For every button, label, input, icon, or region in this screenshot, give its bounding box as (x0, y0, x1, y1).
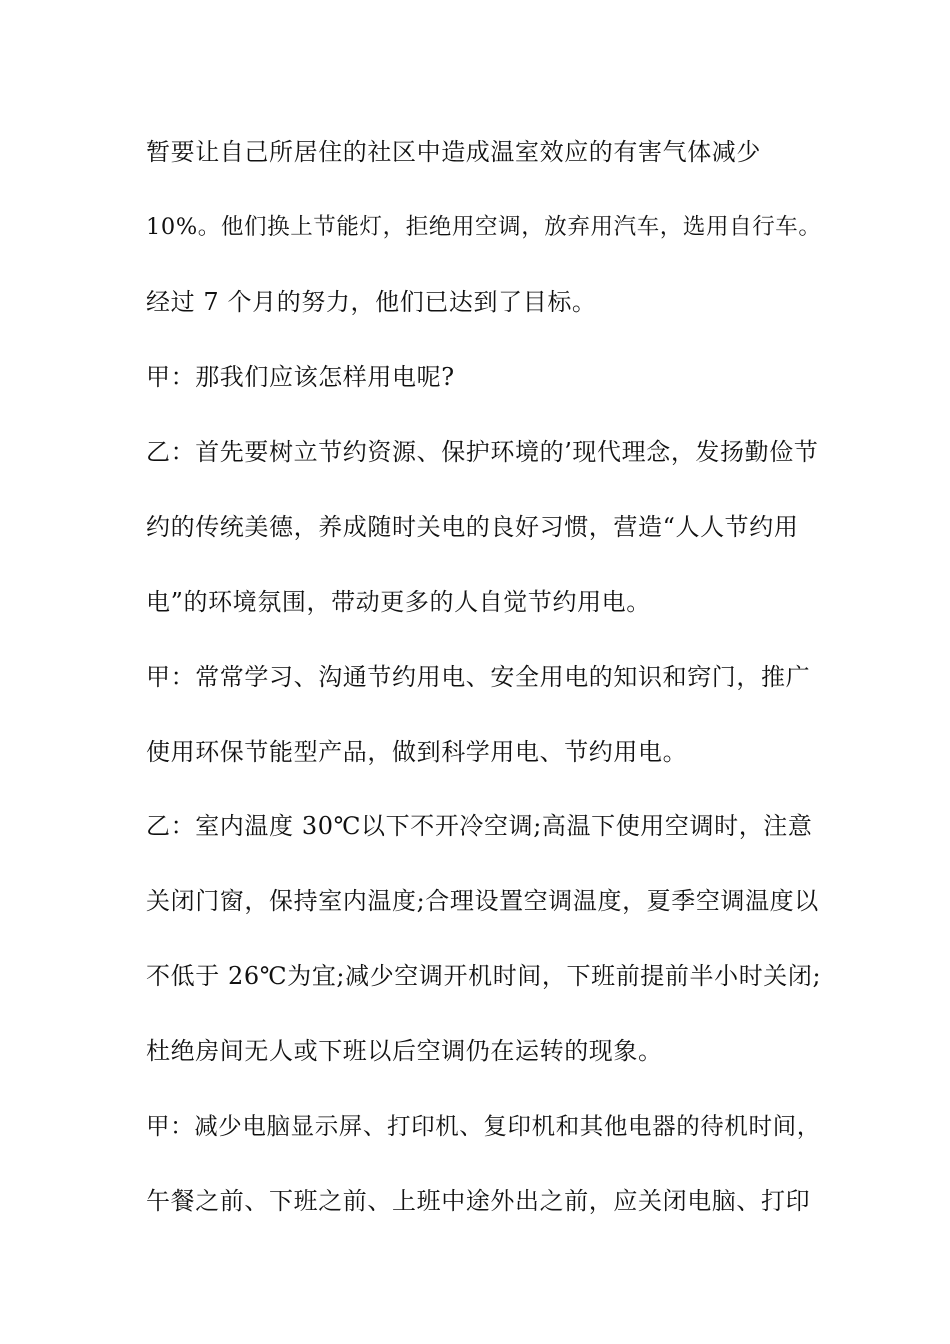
text-line: 关闭门窗，保持室内温度;合理设置空调温度，夏季空调温度以 (146, 887, 819, 915)
text-line: 暂要让自己所居住的社区中造成温室效应的有害气体减少 (146, 138, 761, 166)
text-line: 甲：常常学习、沟通节约用电、安全用电的知识和窍门，推广 (146, 663, 811, 691)
text-line: 电”的环境氛围，带动更多的人自觉节约用电。 (146, 588, 651, 616)
text-line: 甲：减少电脑显示屏、打印机、复印机和其他电器的待机时间， (146, 1112, 821, 1140)
text-line: 乙：首先要树立节约资源、保护环境的’现代理念，发扬勤俭节 (146, 438, 819, 466)
text-line: 午餐之前、下班之前、上班中途外出之前，应关闭电脑、打印 (146, 1187, 811, 1215)
text-line: 约的传统美德，养成随时关电的良好习惯，营造“人人节约用 (146, 513, 799, 541)
text-line: 使用环保节能型产品，做到科学用电、节约用电。 (146, 738, 688, 766)
text-line: 杜绝房间无人或下班以后空调仍在运转的现象。 (146, 1037, 663, 1065)
text-line: 乙：室内温度 30℃以下不开冷空调;高温下使用空调时，注意 (146, 812, 813, 840)
text-line: 不低于 26℃为宜;减少空调开机时间，下班前提前半小时关闭; (146, 962, 822, 990)
text-line: 甲：那我们应该怎样用电呢? (146, 363, 455, 391)
text-line: 经过 7 个月的努力，他们已达到了目标。 (146, 288, 597, 316)
text-line: 10%。他们换上节能灯，拒绝用空调，放弃用汽车，选用自行车。 (146, 214, 822, 240)
